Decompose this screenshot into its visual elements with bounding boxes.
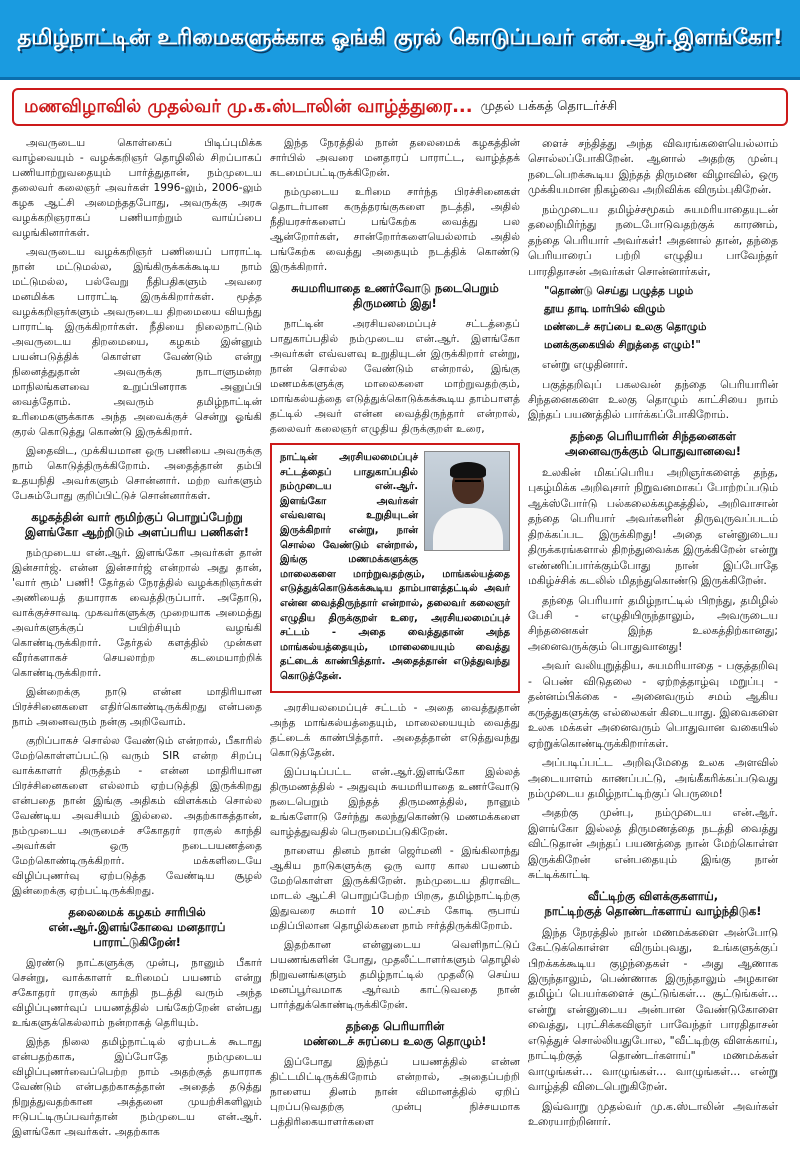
- paragraph: அப்படிப்பட்ட அறிவுமேதை உலக அளவில் அடையாளம் காணப்பட்டு, அங்கீகரிக்கப்படுவது நம்முடைய தமிழ்நாட்டிற்குப் பெருமை!: [528, 756, 778, 800]
- headline-title: தமிழ்நாட்டின் உரிமைகளுக்காக ஓங்கி குரல் கொடுப்பவர் என்.ஆர்.இளங்கோ!: [17, 25, 783, 50]
- paragraph: அவர் வலியுறுத்திய, சுயமரியாதை - பகுத்தறிவு - பெண் விடுதலை - ஏற்றத்தாழ்வு மறுப்பு - தன்னம்பிக்கை - அனைவரும் சமம் ஆகிய கருத்துகளுக்கு எல்லைகள் கிடையாது. இவைகளை உலக மக்கள் அனைவரும் பொதுவான வகையில் ஏற்றுக்கொண்டிருக்கிறார்கள்.: [528, 659, 778, 750]
- paragraph: பகுத்தறிவுப் பகலவன் தந்தை பெரியாரின் சிந்தனைகளை உலகு தொழும் காட்சியை நாம் இந்தப் பயணத்தில் பார்க்கப்போகிறோம்.: [528, 377, 778, 422]
- poem-line: தூய தாடி மார்பில் விழும்: [544, 303, 666, 316]
- poem-line: "தொண்டு செய்து பழுத்த பழம்: [544, 285, 694, 298]
- paragraph: இந்த நேரத்தில் நான் மணமக்களை அன்போடு கேட்டுக்கொள்ள விரும்புவது, உங்களுக்குப் பிறக்கக்கூடிய குழந்தைகள் - அது ஆணாக இருந்தாலும், பெண்ணாக இருந்தாலும் அழகான தமிழ்ப் பெயர்களைச் சூட்டுங்கள்... சூட்டுங்கள்... என்று என்னுடைய அன்பான வேண்டுகோளை வைத்து, புரட்சிக்கவிஞர் பாவேந்தர் பாரதிதாசன் எடுத்துச் சொல்லியதுபோல, "வீட்டிற்கு விளக்காய், நாட்டிற்குத் தொண்டர்களாய்" மணமக்கள் வாழுங்கள்... வாழுங்கள்... வாழுங்கள்... என்று வாழ்த்தி விடைபெறுகிறேன்.: [528, 925, 778, 1094]
- paragraph: இப்போது இந்தப் பயணத்தில் என்ன திட்டமிட்டிருக்கிறோம் என்றால், அதைப்பற்றி நாளைய தினம் நான் விமானத்தில் ஏறிப் புறப்படுவதற்கு முன்பு நிச்சயமாக பத்திரிகையாளர்களை: [270, 1055, 520, 1128]
- continuation-note: முதல் பக்கத் தொடர்ச்சி: [480, 99, 618, 114]
- paragraph: இவ்வாறு முதல்வர் மு.க.ஸ்டாலின் அவர்கள் உரையாற்றினார்.: [528, 1099, 778, 1129]
- paragraph: குறிப்பாகச் சொல்ல வேண்டும் என்றால், பீகாரில் மேற்கொள்ளப்பட்டு வரும் SIR என்ற சிறப்பு வாக்காளர் திருத்தம் - என்ன மாதிரியான பிரச்சினைகளை எல்லாம் ஏற்படுத்தி இருக்கிறது என்பதை நான் இங்கு அதிகம் விளக்கம் சொல்ல வேண்டிய அவசியம் இல்லை. அதற்காகத்தான், நம்முடைய அருமைச் சகோதரர் ராகுல் காந்தி அவர்கள் ஒரு நடைபயணத்தை மேற்கொண்டிருக்கிறார். மக்களிடையே விழிப்புணர்வு ஏற்படுத்த வேண்டிய சூழல் இன்றைக்கு ஏற்பட்டிருக்கிறது.: [12, 735, 262, 897]
- paragraph: என்று எழுதினார்.: [542, 358, 629, 372]
- paragraph: தந்தை பெரியார் தமிழ்நாட்டில் பிறந்து, தமிழில் பேசி - எழுதியிருந்தாலும், அவருடைய சிந்தனைகள் இந்த உலகத்திற்கானது; அனைவருக்கும் பொதுவானது!: [528, 593, 778, 653]
- pull-quote-box: [270, 443, 520, 693]
- section-heading: [528, 429, 778, 459]
- paragraph: அரசியலமைப்புச் சட்டம் - அதை வைத்துதான் அந்த மாங்கல்யத்தையும், மாலையையும் வைத்து தட்டைக் காண்பித்தார். அதைத்தான் எடுத்துவந்து கொடுத்தேன்.: [270, 701, 520, 759]
- paragraph: இன்றைக்கு நாடு என்ன மாதிரியான பிரச்சினைகளை எதிர்கொண்டிருக்கிறது என்பதை நாம் அனைவரும் நன்கு அறிவோம்.: [12, 686, 262, 728]
- pull-quote-text: நாட்டின் அரசியலமைப்புச் சட்டத்தைப் பாதுகாப்பதில் நம்முடைய என்.ஆர். இளங்கோ அவர்கள் எவ்வளவு உறுதியுடன் இருக்கிறார் என்று, நான் சொல்ல வேண்டும் என்றால், இங்கு மணமக்களுக்கு மாலைகளை மாற்றுவதற்கும், மாங்கல்யத்தை எடுத்துக்கொடுக்கக்கூடிய தாம்பாளத்தட்டில் அவர் என்ன வைத்திருந்தார் என்றால், தலைவர் கலைஞர் எழுதிய திருக்குறள் உரை, அரசியலமைப்புச் சட்டம் - அதை வைத்துதான் அந்த மாங்கல்யத்தையும், மாலையையும் வைத்து தட்டைக் காண்பித்தார். அதைத்தான் எடுத்துவந்து கொடுத்தேன்.: [280, 452, 510, 682]
- paragraph: நாளைய தினம் நான் ஜெர்மனி - இங்கிலாந்து ஆகிய நாடுகளுக்கு ஒரு வார கால பயணம் மேற்கொள்ள இருக்கிறேன். நம்முடைய திராவிட மாடல் ஆட்சி பொறுப்பேற்ற பிறகு, தமிழ்நாட்டிற்கு இதுவரை சுமார் 10 லட்சம் கோடி ரூபாய் மதிப்பிலான தொழில்களை நாம் ஈர்த்திருக்கிறோம்.: [270, 844, 520, 932]
- paragraph: நம்முடைய தமிழ்ச்சமூகம் சுயமரியாதையுடன் தலைநிமிர்ந்து நடைபோடுவதற்குக் காரணம், தந்தை பெரியார் அவர்கள்! அதனால் தான், தந்தை பெரியாரைப் பற்றி எழுதிய பாவேந்தர் பாரதிதாசன் அவர்கள் சொன்னார்கள்,: [528, 202, 778, 278]
- section-heading-line: வீட்டிற்கு விளக்குகளாய்,: [587, 888, 719, 903]
- section-heading-line: தந்தை பெரியாரின்: [345, 1018, 445, 1033]
- paragraph: அவருடைய கொள்கைப் பிடிப்புமிக்க வாழ்வையும் - வழக்கறிஞர் தொழிலில் சிறப்பாகப் பணியாற்றுவதையும் பார்த்துதான், நம்முடைய தலைவர் கலைஞர் அவர்கள் 1996-லும், 2006-லும் கழக ஆட்சி அமைந்ததபோது, அவருக்கு அரசு வழக்கறிஞராகப் பணியாற்றும் வாய்ப்பை வழங்கினார்கள்.: [12, 137, 262, 239]
- portrait-photo: [424, 451, 510, 551]
- paragraph: இந்த நிலை தமிழ்நாட்டில் ஏற்படக் கூடாது என்பதற்காக, இப்போதே நம்முடைய விழிப்புணர்வைப்பெற்ற நாம் அதற்குத் தயாராக வேண்டும் என்பதற்காகத்தான் அதைத் தடுத்து நிறுத்துவதற்கான அத்தனை முயற்சிகளிலும் ஈடுபட்டிருப்பவர்தான் நம்முடைய என்.ஆர். இளங்கோ அவர்கள். அதற்காக: [12, 1036, 262, 1138]
- section-heading-line: நாட்டிற்குத் தொண்டர்களாய் வாழ்ந்திடுக!: [544, 903, 762, 918]
- poem-line: மனக்குகையில் சிறுத்தை எழும்!": [544, 339, 701, 352]
- subheadline-box: [12, 88, 788, 126]
- section-heading: சுயமரியாதை உணர்வோடு நடைபெறும் திருமணம் இது!: [291, 281, 499, 310]
- paragraph: இப்படிப்பட்ட என்.ஆர்.இளங்கோ இல்லத் திருமணத்தில் - அதுவும் சுயமரியாதை உணர்வோடு நடைபெறும் இந்தத் திருமணத்தில், நானும் உங்களோடு சேர்ந்து கலந்துகொண்டு மணமக்களை வாழ்த்துவதில் பெருமைப்படுகிறேன்.: [270, 765, 520, 838]
- section-heading: தலைமைக் கழகம் சாரிபில் என்.ஆர்.இளங்கோவை மனதாரப் பாராட்டுகிறேன்!: [48, 905, 226, 949]
- paragraph: இரண்டு நாட்களுக்கு முன்பு, நானும் பீகார் சென்று, வாக்காளர் உரிமைப் பயணம் என்று சகோதரர் ராகுல் காந்தி நடத்தி வரும் அந்த விழிப்புணர்வுப் பயணத்தில் பங்கேற்றேன் என்பது உங்களுக்கெல்லாம் நன்றாகத் தெரியும்.: [12, 957, 262, 1029]
- paragraph: அவருடைய வழக்கறிஞர் பணியைப் பாராட்டி நான் மட்டுமல்ல, இங்கிருக்கக்கூடிய நாம் மட்டுமல்ல, பல்வேறு நீதிபதிகளும் அவரை மனமிக்க பாராட்டி இருக்கிறார்கள். மூத்த வழக்கறிஞர்களும் அவருடைய திறமையை வியந்து பாராட்டி இருக்கிறார்கள். நீதியை நிலைநாட்டும் அவருடைய திறமையை, கழகம் இன்னும் பயன்படுத்திக் கொள்ள வேண்டும் என்று நினைத்துதான் அவருக்கு நாடாளுமன்ற மாநிலங்களவை உறுப்பினராக அனுப்பி வைத்தோம். அவரும் தமிழ்நாட்டின் உரிமைகளுக்காக அந்த அவைக்குச் சென்று ஓங்கி குரல் கொடுத்து கொண்டு இருக்கிறார்.: [12, 246, 262, 438]
- section-heading: [270, 1019, 520, 1049]
- section-heading: [528, 889, 778, 919]
- paragraph: இதற்கான என்னுடைய வெளிநாட்டுப் பயணங்களின் போது, முதலீட்டாளர்களும் தொழில் நிறுவனங்களும் தமிழ்நாட்டில் முதலீடு செய்ய மனப்பூர்வமாக ஆர்வம் காட்டுவதை நான் பார்த்துக்கொண்டிருக்கிறேன்.: [270, 938, 520, 1011]
- article-column-2: [270, 136, 520, 1134]
- headline-banner: [0, 0, 800, 80]
- poem-line: மண்டைச் சுரப்பை உலகு தொழும்: [544, 321, 707, 334]
- paragraph: நாட்டின் அரசியலமைப்புச் சட்டத்தைப் பாதுகாப்பதில் நம்முடைய என்.ஆர். இளங்கோ அவர்கள் எவ்வளவு உறுதியுடன் இருக்கிறார் என்று, நான் சொல்ல வேண்டும் என்றால், இங்கு மணமக்களுக்கு மாலைகளை மாற்றுவதற்கும், மாங்கல்யத்தை எடுத்துக்கொடுக்கக்கூடிய தாம்பாளத் தட்டில் அவர் என்ன வைத்திருந்தார் என்றால், தலைவர் கலைஞர் எழுதிய திருக்குறள் உரை,: [270, 318, 520, 435]
- poem-quote: [528, 283, 778, 353]
- paragraph: உலகின் மிகப்பெரிய அறிஞர்களைத் தந்த, புகழ்மிக்க அறிவுசார் நிறுவனமாகப் போற்றப்படும் ஆக்ஸ்போர்டு பல்கலைக்கழகத்தில், அறிவாசான் தந்தை பெரியார் அவர்களின் திருவுருவப்படம் திறக்கப்பட இருக்கிறது! அதை என்னுடைய திருக்கரங்களால் திறந்துவைக்க இருக்கிறேன் என்று எண்ணிப்பார்க்கும்போது நான் இப்போதே மகிழ்ச்சிக் கடலில் மிதந்துகொண்டு இருக்கிறேன்.: [528, 465, 778, 588]
- section-heading-line: அனைவருக்கும் பொதுவானவை!: [564, 443, 742, 458]
- section-heading-line: தந்தை பெரியாரின் சிந்தனைகள்: [570, 428, 736, 443]
- article-column-1: [12, 136, 262, 1144]
- subheadline-text: மணவிழாவில் முதல்வர் மு.க.ஸ்டாலின் வாழ்த்துரை...: [24, 95, 473, 117]
- paragraph: ளைச் சந்தித்து அந்த விவரங்களையெல்லாம் சொல்லப்போகிறேன். ஆனால் அதற்கு முன்பு நடைபெறக்கூடிய இந்தத் திருமண விழாவில், ஒரு முக்கியமான நிகழ்வை அறிவிக்க விரும்புகிறேன்.: [528, 137, 778, 197]
- paragraph: நம்முடைய உரிமை சார்ந்த பிரச்சினைகள் தொடர்பான கருத்தரங்குகளை நடத்தி, அதில் நீதியரசர்களைப் பங்கேற்க வைத்து பல ஆன்றோர்கள், சான்றோர்களையெல்லாம் அதில் பங்கேற்க வைத்து அதையும் நடத்திக் கொண்டு இருக்கிறார்.: [270, 186, 520, 273]
- section-heading-line: மண்டைச் சுரப்பை உலகு தொழும்!: [303, 1033, 487, 1048]
- paragraph: நம்முடைய என்.ஆர். இளங்கோ அவர்கள் தான் இன்சார்ஜ். என்ன இன்சார்ஜ் என்றால் அது தான், 'வார் ரூம்' பணி! தேர்தல் நேரத்தில் வழக்கறிஞர்கள் அணியைத் தயாராக வைத்திருப்பார். அதோடு, வாக்குச்சாவடி முகவர்களுக்கு முறையாக அமைத்து அவர்களுக்குப் பயிற்சியும் வழங்கி கொண்டிருக்கிறார். தேர்தல் களத்தில் முன்கள வீரர்களாகச் செயலாற்ற கடமையாற்றிக் கொண்டிருக்கிறார்.: [12, 547, 262, 679]
- section-heading: கழகத்தின் வார் ரூமிற்குப் பொறுப்பேற்று இளங்கோ ஆற்றிடும் அளப்பரிய பணிகள்!: [24, 510, 249, 539]
- article-column-3: [528, 136, 778, 1134]
- paragraph: இதைவிட, முக்கியமான ஒரு பணியை அவருக்கு நாம் கொடுத்திருக்கிறோம். அதைத்தான் தம்பி உதயநிதி அவர்களும் சொன்னார். மற்ற வர்களும் பேசும்போது குறிப்பிட்டுச் சொன்னார்கள்.: [12, 445, 262, 502]
- paragraph: அதற்கு முன்பு, நம்முடைய என்.ஆர். இளங்கோ இல்லத் திருமணத்தை நடத்தி வைத்து விட்டுதான் அந்தப் பயணத்தை நான் மேற்கொள்ள இருக்கிறேன் என்பதையும் இங்கு நான் சுட்டிக்காட்டி: [528, 806, 778, 882]
- paragraph: இந்த நேரத்தில் நான் தலைமைக் கழகத்தின் சார்பில் அவரை மனதாரப் பாராட்ட, வாழ்த்தக் கடமைப்பட்டிருக்கிறேன்.: [270, 137, 520, 179]
